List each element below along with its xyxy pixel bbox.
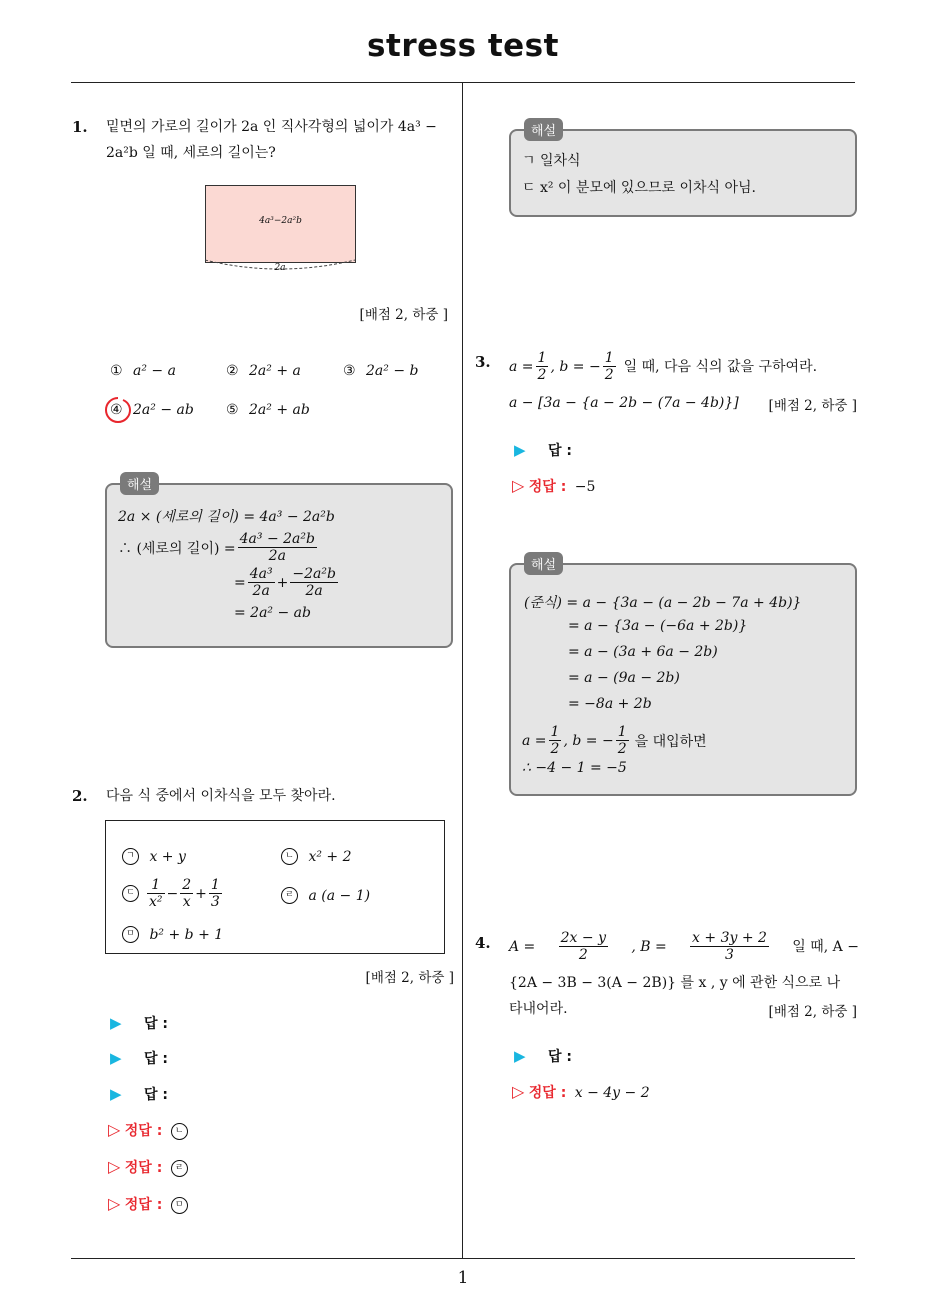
question-2-correct-3: [108, 1194, 188, 1214]
question-3-solution-line4: = a − (9a − 2b): [568, 670, 680, 686]
option-3-mark: ③: [343, 363, 356, 379]
q3-sol-frac2-num: 1: [617, 724, 627, 740]
expression-item-4: [281, 887, 370, 904]
expression-item-4-text: a (a − 1): [308, 887, 371, 904]
item3-f2-den: x: [182, 894, 191, 910]
question-2-solution-box: [509, 129, 857, 217]
correct-value: x − 4y − 2: [574, 1085, 650, 1101]
expression-item-3-frac2: [180, 877, 193, 910]
question-1-solution-line1: 2a × (세로의 길이) = 4a³ − 2a²b: [118, 509, 335, 525]
question-3-solution-line3: = a − (3a + 6a − 2b): [568, 644, 718, 660]
option-2-mark: ②: [226, 363, 239, 379]
question-3-meta: [배점 2, 하중 ]: [768, 398, 857, 414]
q1-sol-l3-f1-num: 4a³: [249, 566, 273, 582]
question-2-solution-line1: ㄱ 일차식: [522, 153, 581, 169]
q1-sol-l3-f2-den: 2a: [305, 583, 323, 599]
q4-text-a3: 일 때, A −: [792, 938, 859, 955]
q1-sol-l3-fraction2: [290, 566, 338, 599]
q3-text-a1: a =: [509, 358, 534, 375]
correct-label: 정답 :: [124, 1197, 163, 1213]
column-divider: [462, 83, 463, 1259]
correct-label: 정답 :: [528, 479, 567, 495]
q3-b-den: 2: [604, 367, 614, 383]
option-3-text: 2a² − b: [366, 363, 419, 379]
q3-a-num: 1: [537, 350, 547, 366]
rectangle-figure: [205, 185, 356, 263]
correct-arrow-icon: ▷: [512, 476, 525, 495]
option-4-text: 2a² − ab: [133, 402, 194, 418]
correct-arrow-icon: ▷: [108, 1120, 121, 1139]
question-2-answer-3[interactable]: [110, 1084, 168, 1104]
answer-arrow-icon: ▶: [110, 1014, 122, 1032]
q3-sol-l6-a: a =: [522, 732, 547, 749]
question-1-text-line2: 2a²b 일 때, 세로의 길이는?: [106, 145, 276, 161]
q1-sol-l3-f1-den: 2a: [252, 583, 270, 599]
q4-B-num: x + 3y + 2: [692, 930, 767, 946]
question-3-text-line2: a − [3a − {a − 2b − (7a − 4b)}]: [509, 395, 739, 411]
question-4-answer[interactable]: [514, 1046, 572, 1066]
question-3-solution-tag: 해설: [524, 552, 563, 575]
q1-sol-l2-fraction: [238, 531, 317, 564]
q3-b-num: 1: [604, 350, 614, 366]
question-2-correct-1: [108, 1120, 188, 1140]
expression-item-3-frac1: [147, 877, 165, 910]
expression-item-5: [122, 926, 223, 943]
item3-f1-num: 1: [147, 877, 165, 894]
expression-item-1: [122, 848, 186, 865]
page-number: 1: [457, 1268, 469, 1288]
question-2-meta: [배점 2, 하중 ]: [365, 970, 454, 986]
question-1-solution-line4: = 2a² − ab: [234, 605, 311, 621]
question-2-correct-2: [108, 1157, 188, 1177]
question-2-solution-tag: 해설: [524, 118, 563, 141]
correct-value: ㅁ: [171, 1197, 188, 1214]
question-1-number: 1.: [72, 118, 88, 136]
question-1-text-line1: 밑면의 가로의 길이가 2a 인 직사각형의 넓이가 4a³ −: [106, 119, 437, 135]
option-1-mark: ①: [110, 363, 123, 379]
correct-label: 정답 :: [528, 1085, 567, 1101]
option-4-mark: ④: [110, 402, 123, 418]
question-2-text: 다음 식 중에서 이차식을 모두 찾아라.: [106, 788, 336, 804]
question-4-meta: [배점 2, 하중 ]: [768, 1004, 857, 1020]
q4-text-a1: A =: [509, 938, 536, 955]
q3-sol-frac1-den: 2: [550, 741, 560, 757]
option-3[interactable]: [343, 363, 418, 379]
footer-rule: [71, 1258, 855, 1259]
header-rule: [71, 82, 855, 83]
correct-label: 정답 :: [124, 1160, 163, 1176]
q4-A-fraction: [559, 930, 608, 963]
question-4-text-line1: [509, 930, 859, 963]
option-1-text: a² − a: [133, 363, 176, 379]
q1-sol-l2-den: 2a: [268, 548, 286, 564]
question-4-correct: [512, 1082, 650, 1102]
expression-item-2-mark: ㄴ: [281, 848, 298, 865]
question-3-solution-line2: = a − {3a − (−6a + 2b)}: [568, 618, 748, 634]
q3-sol-l6-frac1: [549, 724, 562, 757]
item3-f1-den: x²: [149, 894, 163, 910]
expression-item-1-text: x + y: [149, 848, 186, 865]
expression-item-1-mark: ㄱ: [122, 848, 139, 865]
item3-f2-num: 2: [182, 877, 192, 893]
q3-b-fraction: [603, 350, 616, 383]
question-3-solution-line1: (준식) = a − {3a − (a − 2b − 7a + 4b)}: [524, 595, 802, 611]
correct-arrow-icon: ▷: [512, 1082, 525, 1101]
q4-text-a2: , B =: [631, 938, 667, 955]
question-4-text-line3: 타내어라.: [509, 1001, 568, 1017]
question-1-solution-line2: [118, 531, 319, 564]
expression-item-2-text: x² + 2: [308, 848, 352, 865]
q3-a-fraction: [536, 350, 549, 383]
answer-arrow-icon: ▶: [514, 441, 526, 459]
answer-label: 답 :: [548, 443, 572, 459]
q1-sol-l3-f2-num: −2a²b: [292, 566, 336, 582]
answer-label: 답 :: [144, 1016, 168, 1032]
question-2-answer-2[interactable]: [110, 1048, 168, 1068]
selected-answer-circle-icon: [103, 395, 133, 425]
correct-arrow-icon: ▷: [108, 1157, 121, 1176]
q1-sol-l3-fraction1: [248, 566, 275, 599]
option-5-mark: ⑤: [226, 402, 239, 418]
q3-sol-l6-c: 을 대입하면: [634, 733, 707, 750]
q3-a-den: 2: [537, 367, 547, 383]
item3-f3-num: 1: [210, 877, 220, 893]
correct-value: −5: [574, 479, 596, 495]
question-2-solution-line2: ㄷ x² 이 분모에 있으므로 이차식 아님.: [522, 180, 756, 196]
question-2-answer-1[interactable]: [110, 1013, 168, 1033]
question-3-solution-line5: = −8a + 2b: [568, 696, 652, 712]
option-2-text: 2a² + a: [249, 363, 301, 379]
correct-value: ㄴ: [171, 1123, 188, 1140]
q3-sol-frac1-num: 1: [550, 724, 560, 740]
answer-arrow-icon: ▶: [110, 1085, 122, 1103]
question-4-text-line2: {2A − 3B − 3(A − 2B)} 를 x , y 에 관한 식으로 나: [509, 975, 841, 991]
question-3-solution-line7: ∴ −4 − 1 = −5: [522, 760, 627, 776]
expression-item-3-frac3: [209, 877, 222, 910]
page-title: stress test: [367, 28, 559, 64]
option-1[interactable]: [110, 363, 176, 379]
question-3-correct: [512, 476, 595, 496]
q3-sol-frac2-den: 2: [617, 741, 627, 757]
rectangle-width-label: 2a: [274, 263, 286, 273]
q3-text-a2: , b = −: [550, 358, 601, 375]
question-1-solution-line3: = $\frac{\text{4a³}}{2a}$ + $\frac{\text{−2a²b}}{2a}$: [234, 566, 336, 599]
answer-arrow-icon: ▶: [514, 1047, 526, 1065]
q4-B-fraction: [690, 930, 769, 963]
question-3-number: 3.: [475, 353, 491, 371]
answer-label: 답 :: [144, 1051, 168, 1067]
q4-A-den: 2: [578, 947, 588, 963]
q1-sol-l2-lhs: ∴ (세로의 길이) =: [118, 540, 236, 557]
answer-arrow-icon: ▶: [110, 1049, 122, 1067]
q3-sol-l6-b: , b = −: [563, 732, 614, 749]
correct-value: ㄹ: [171, 1160, 188, 1177]
question-4-number: 4.: [475, 934, 491, 952]
q4-A-num: 2x − y: [560, 930, 606, 946]
rectangle-area-label: 4a³−2a²b: [259, 216, 302, 226]
expression-item-2: [281, 848, 352, 865]
option-5-text: 2a² + ab: [249, 402, 310, 418]
q1-sol-l2-num: 4a³ − 2a²b: [239, 531, 315, 547]
expression-item-4-mark: ㄹ: [281, 887, 298, 904]
question-3-answer[interactable]: [514, 440, 572, 460]
option-5[interactable]: [226, 402, 310, 418]
answer-label: 답 :: [548, 1049, 572, 1065]
question-3-text-line1: [509, 350, 817, 383]
question-1-text: [106, 114, 456, 166]
q3-sol-l6-frac2: [616, 724, 629, 757]
expression-item-5-text: b² + b + 1: [149, 926, 224, 943]
correct-arrow-icon: ▷: [108, 1194, 121, 1213]
expression-item-5-mark: ㅁ: [122, 926, 139, 943]
expression-item-3: ㄷ $\frac{1}{\text{x²}}$ − $\frac{2}{x}$ + $\frac{1}{3}$: [122, 877, 224, 910]
question-1-solution-tag: 해설: [120, 472, 159, 495]
question-2-number: 2.: [72, 787, 88, 805]
item3-f3-den: 3: [210, 894, 220, 910]
q3-text-a3: 일 때, 다음 식의 값을 구하여라.: [623, 358, 818, 375]
question-1-meta: [배점 2, 하중 ]: [359, 307, 448, 323]
answer-label: 답 :: [144, 1087, 168, 1103]
option-2[interactable]: [226, 363, 301, 379]
correct-label: 정답 :: [124, 1123, 163, 1139]
question-3-solution-line6: [522, 724, 707, 757]
q4-B-den: 3: [725, 947, 734, 963]
expression-item-3-mark: ㄷ: [122, 885, 139, 902]
